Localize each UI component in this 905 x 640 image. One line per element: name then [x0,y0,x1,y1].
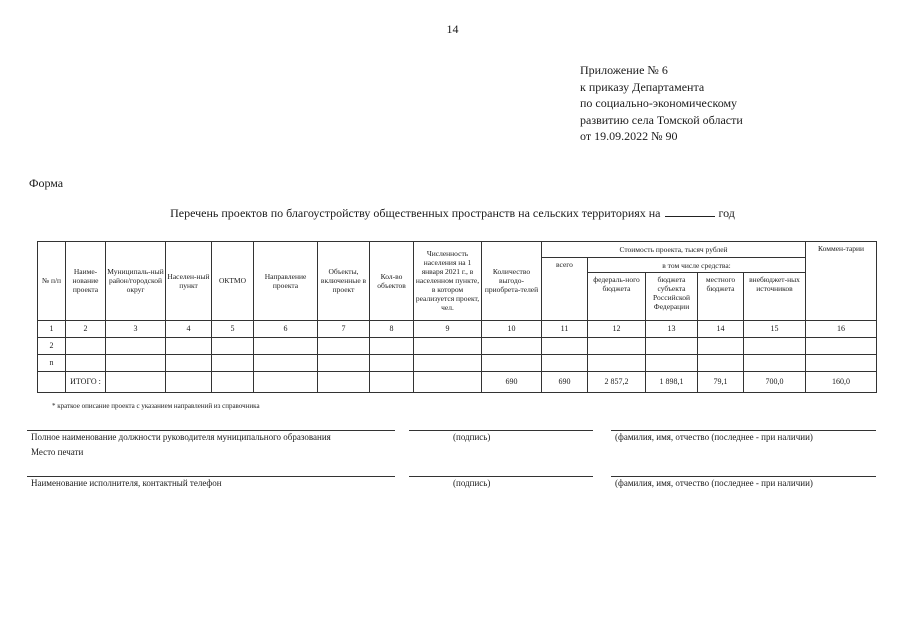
header-cell: внебюджет-ных источников [744,273,806,320]
header-row [38,242,877,258]
column-number: 7 [318,320,370,337]
total-subject: 1 898,1 [646,371,698,392]
appendix-line: от 19.09.2022 № 90 [580,129,678,143]
title-suffix: год [718,206,735,220]
total-cost: 690 [542,371,588,392]
signature-line [409,476,593,477]
appendix-line: Приложение № 6 [580,63,668,77]
total-federal: 2 857,2 [588,371,646,392]
column-number: 15 [744,320,806,337]
column-number: 13 [646,320,698,337]
page-number: 14 [446,22,459,36]
total-comment: 160,0 [806,371,877,392]
signature-line [27,476,395,477]
total-extra: 700,0 [744,371,806,392]
column-number: 11 [542,320,588,337]
appendix-line: развитию села Томской области [580,112,743,127]
column-number: 16 [806,320,877,337]
projects-table [37,241,877,393]
column-number: 12 [588,320,646,337]
fio-caption: (фамилия, имя, отчество (последнее - при наличии) [615,478,813,488]
header-cell: Наиме-нование проекта [66,242,106,321]
column-number: 4 [166,320,212,337]
total-local: 79,1 [698,371,744,392]
signature-line [611,476,876,477]
form-label: Форма [29,176,64,190]
signature-line [27,430,395,431]
footnote: * краткое описание проекта с указанием направлений из справочника [52,402,260,410]
table-row [38,337,877,354]
header-cell: Коммен-тарии [806,242,877,321]
header-cell: всего [542,258,588,320]
header-cell: Населен-ный пункт [166,242,212,321]
header-cell: Объекты, включенные в проект [318,242,370,321]
column-number: 8 [370,320,414,337]
total-label: ИТОГО : [66,371,106,392]
header-cell: Направление проекта [254,242,318,321]
appendix-block [580,62,743,145]
column-number: 5 [212,320,254,337]
total-beneficiaries: 690 [482,371,542,392]
header-cell: ОКТМО [212,242,254,321]
document-title [0,206,905,221]
table-row [38,354,877,371]
column-number: 9 [414,320,482,337]
fio-caption: (фамилия, имя, отчество (последнее - при наличии) [615,432,813,442]
appendix-line: по социально-экономическому [580,96,738,110]
row-number: 2 [38,337,66,354]
header-cell: Муниципаль-ный район/городской округ [106,242,166,321]
total-row [38,371,877,392]
column-number: 10 [482,320,542,337]
header-cell: федераль-ного бюджета [588,273,646,320]
header-cell: Кол-во объектов [370,242,414,321]
executor-caption: Наименование исполнителя, контактный телефон [31,478,222,488]
signature-caption: (подпись) [453,432,491,442]
stamp-caption: Место печати [31,447,84,457]
header-cell: № п/п [38,242,66,321]
column-number: 14 [698,320,744,337]
header-cell: Численность населения на 1 января 2021 г., в населенном пункте, в котором реализуется проект, чел. [414,242,482,321]
signature-line [409,430,593,431]
signature-line [611,430,876,431]
signature-caption: (подпись) [453,478,491,488]
header-cell: в том числе средства: [588,258,806,273]
column-number-row [38,320,877,337]
header-cell: Стоимость проекта, тысяч рублей [542,242,806,258]
year-blank [665,206,715,217]
appendix-line: к приказу Департамента [580,79,705,94]
column-number: 3 [106,320,166,337]
header-cell: местного бюджета [698,273,744,320]
column-number: 6 [254,320,318,337]
row-number: n [38,354,66,371]
header-cell: Количество выгодо-приобрета-телей [482,242,542,321]
column-number: 1 [38,320,66,337]
title-text: Перечень проектов по благоустройству общественных пространств на сельских территориях на [170,206,661,220]
head-position-caption: Полное наименование должности руководителя муниципального образования [31,432,331,442]
column-number: 2 [66,320,106,337]
header-cell: бюджета субъекта Российской Федерации [646,273,698,320]
